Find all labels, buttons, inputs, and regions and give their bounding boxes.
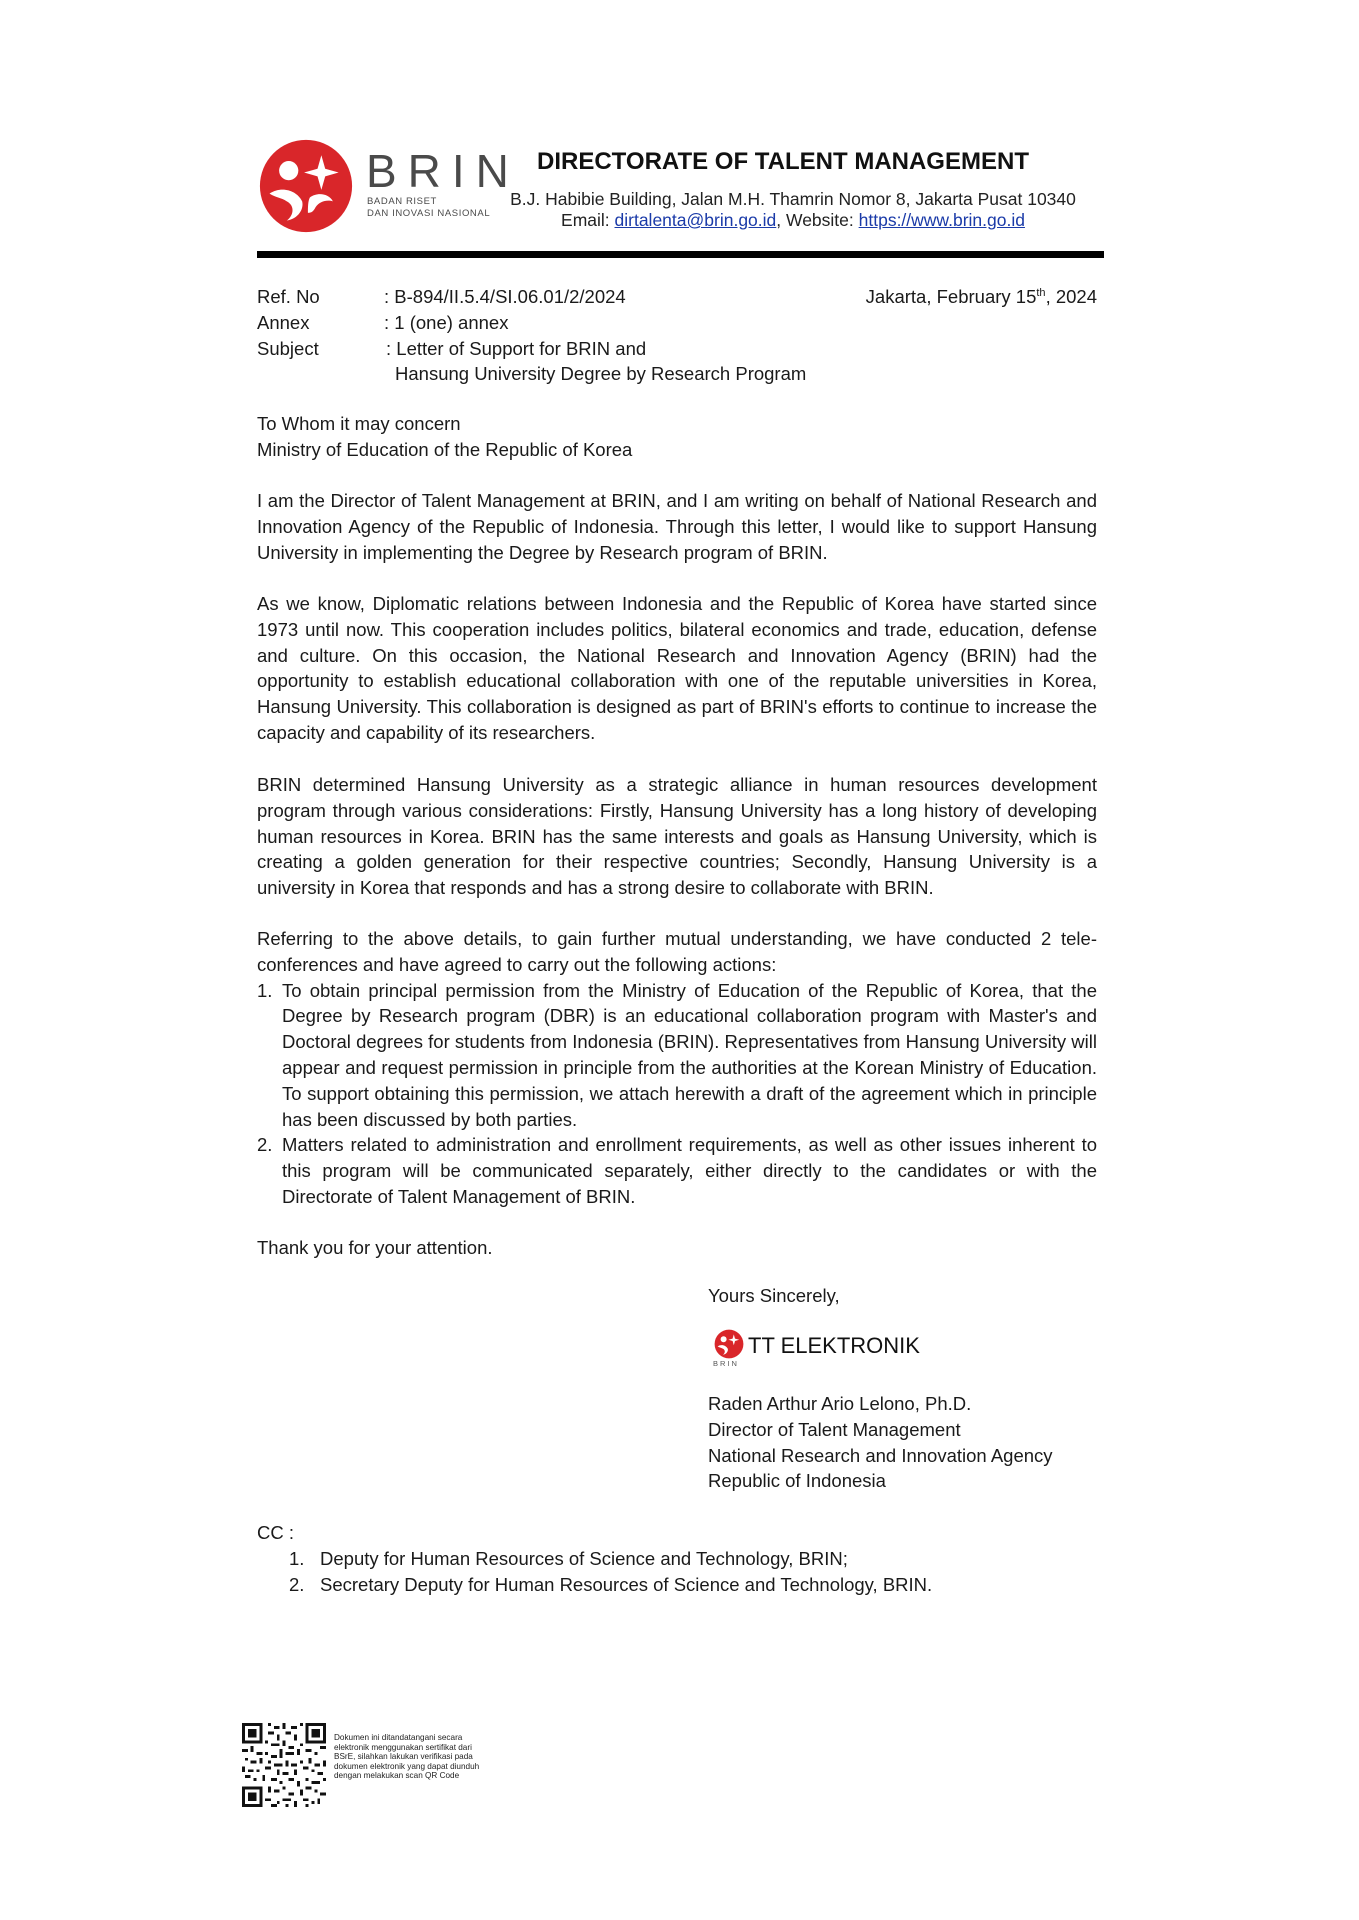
brin-mini-logo-icon: [714, 1329, 744, 1359]
list-item-text: Secretary Deputy for Human Resources of Science and Technology, BRIN.: [320, 1573, 933, 1595]
signatory-agency: National Research and Innovation Agency: [708, 1444, 1053, 1466]
brand-subtitle-line1: BADAN RISET: [367, 196, 437, 207]
subject-row-2: [257, 361, 1107, 387]
list-item: [257, 1132, 1097, 1209]
date-suffix-sup: th: [1036, 286, 1046, 299]
body-paragraph-2: [257, 591, 1097, 746]
subject-value: : Letter of Support for BRIN and: [386, 337, 647, 359]
brin-logo-icon: [258, 138, 354, 234]
address-line: B.J. Habibie Building, Jalan M.H. Thamrin Nomor 8, Jakarta Pusat 10340: [510, 189, 1076, 209]
ref-row: [257, 284, 1107, 310]
body-paragraph-3: [257, 772, 1097, 901]
list-item-number: 1.: [257, 979, 273, 1001]
brand-subtitle: [367, 196, 490, 220]
email-label: Email:: [561, 210, 615, 230]
date-main: Jakarta, February 15: [865, 286, 1037, 307]
list-item: [257, 978, 1097, 1133]
paragraph-text: As we know, Diplomatic relations between Indonesia and the Republic of Korea have started since 1973 until now. This cooperation includes politics, bilateral economics and trade, education, defense and culture. On this occasion, the National Research and Innovation Agency (BRIN) had the opportunity to establish educational collaboration with one of the reputable universities in Korea, Hansung University. This collaboration is designed as part of BRIN's efforts to continue to increase the capacity and capability of its researchers.: [257, 593, 1097, 743]
closing-line: Thank you for your attention.: [257, 1237, 493, 1258]
list-item: [257, 1546, 1097, 1572]
salutation: Yours Sincerely,: [708, 1285, 840, 1306]
recipient-line2: Ministry of Education of the Republic of Korea: [257, 438, 633, 460]
recipient-block: [257, 411, 1097, 463]
paragraph-text: BRIN determined Hansung University as a strategic alliance in human resources development program through various considerations: Firstly, Hansung University has a long history of developing human resources in Korea. BRIN has the same interests and goals as Hansung University, which is creating a golden generation for their respective countries; Secondly, Hansung University is a university in Korea that responds and has a strong desire to collaborate with BRIN.: [257, 774, 1097, 899]
email-link[interactable]: dirtalenta@brin.go.id: [614, 210, 777, 230]
signatory-position: Director of Talent Management: [708, 1418, 961, 1440]
signatory-country: Republic of Indonesia: [708, 1470, 886, 1492]
directorate-title: DIRECTORATE OF TALENT MANAGEMENT: [537, 148, 1029, 175]
body-paragraph-1: [257, 488, 1097, 565]
ref-label: Ref. No: [257, 286, 320, 307]
ref-value: : B-894/II.5.4/SI.06.01/2/2024: [384, 286, 626, 307]
subject-row: [257, 336, 1107, 362]
letterhead-address: [508, 189, 1078, 231]
letterhead-divider: [257, 251, 1104, 258]
letter-meta: [257, 284, 1107, 387]
recipient-line1: To Whom it may concern: [257, 413, 461, 434]
esign-verification-note: Dokumen ini ditandatangani secara elektronik menggunakan sertifikat dari BSrE, silahkan lakukan verifikasi pada dokumen elektronik yang dapat diunduh dengan melakukan scan QR Code: [334, 1733, 480, 1781]
list-item-number: 1.: [289, 1547, 305, 1569]
list-item-text: Matters related to administration and enrollment requirements, as well as other issues inherent to this program will be communicated separately, either directly to the candidates or with the Directorate of Talent Management of BRIN.: [282, 1134, 1097, 1207]
subject-value-cont: Hansung University Degree by Research Program: [395, 363, 807, 385]
list-item-number: 2.: [257, 1134, 273, 1156]
cc-block: [257, 1520, 1097, 1597]
list-item: [257, 1572, 1097, 1598]
annex-row: [257, 310, 1107, 336]
annex-label: Annex: [257, 311, 310, 333]
electronic-signature: [712, 1327, 1032, 1371]
cc-label: CC :: [257, 1522, 294, 1543]
list-item-text: To obtain principal permission from the Ministry of Education of the Republic of Korea, that the Degree by Research program (DBR) is an educational collaboration program with Master's and Doctoral degrees for students from Indonesia (BRIN). Representatives from Hansung University will appear and request permission in principle from the authorities at the Korean Ministry of Education. To support obtaining this permission, we attach herewith a draft of the agreement which in principle has been discussed by both parties.: [282, 979, 1097, 1130]
letter-date: [866, 284, 1097, 310]
annex-value: : 1 (one) annex: [384, 311, 509, 333]
website-link[interactable]: https://www.brin.go.id: [858, 210, 1025, 230]
brand-wordmark: BRIN: [366, 145, 520, 197]
website-label: , Website:: [776, 210, 859, 230]
subject-label: Subject: [257, 337, 319, 359]
date-year: , 2024: [1045, 286, 1097, 307]
contact-line: [508, 210, 1078, 231]
paragraph-text: I am the Director of Talent Management at BRIN, and I am writing on behalf of National Research and Innovation Agency of the Republic of Indonesia. Through this letter, I would like to support Hansung University in implementing the Degree by Research program of BRIN.: [257, 490, 1097, 563]
list-item-text: Deputy for Human Resources of Science and Technology, BRIN;: [320, 1547, 848, 1569]
esign-label: TT ELEKTRONIK: [748, 1333, 920, 1358]
actions-list: [257, 978, 1097, 1210]
paragraph-text: Referring to the above details, to gain further mutual understanding, we have conducted 2 tele-conferences and have agreed to carry out the following actions:: [257, 928, 1097, 975]
list-item-number: 2.: [289, 1573, 305, 1595]
body-paragraph-4: [257, 926, 1097, 1210]
qr-code-icon: [242, 1723, 326, 1807]
signatory-name: Raden Arthur Ario Lelono, Ph.D.: [708, 1393, 972, 1414]
brand-subtitle-line2: DAN INOVASI NASIONAL: [367, 208, 491, 219]
signatory-block: [708, 1391, 1108, 1494]
cc-list: [257, 1546, 1097, 1598]
esign-brand: BRIN: [713, 1359, 739, 1368]
